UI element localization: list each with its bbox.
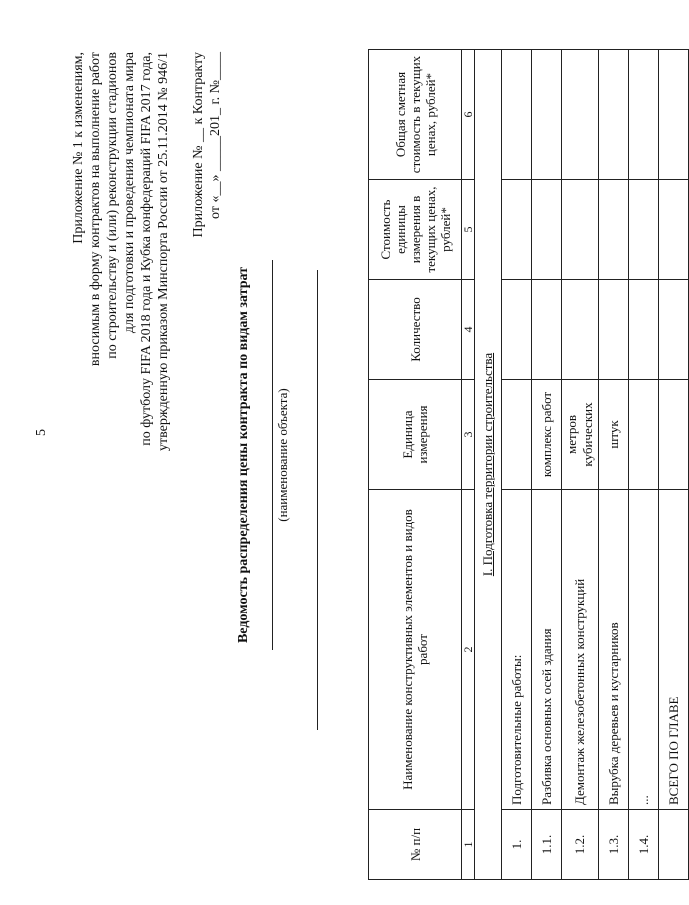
row-unit: штук (599, 380, 629, 490)
rotated-content (70, 30, 681, 880)
contract-annex-date-line: от «__» _____201_ г. №____ (208, 52, 223, 219)
row-price (629, 180, 659, 280)
row-price (599, 180, 629, 280)
column-number-row (462, 50, 475, 880)
annex-line: по строительству и (или) реконструкции стадионов (105, 52, 120, 359)
total-price-cell (659, 180, 689, 280)
table-row (532, 50, 562, 880)
row-unit: комплекс работ (532, 380, 562, 490)
separator-line (317, 270, 318, 730)
row-unit: метров кубических (562, 380, 599, 490)
column-number: 6 (462, 50, 475, 180)
row-qty (629, 280, 659, 380)
header-unit: Единица измерения (369, 380, 462, 490)
column-number: 5 (462, 180, 475, 280)
total-unit-cell (659, 380, 689, 490)
annex-line: по футболу FIFA 2018 года и Кубка конфедераций FIFA 2017 года, (139, 52, 154, 446)
row-total (629, 50, 659, 180)
document-title: Ведомость распределения цены контракта по видам затрат (236, 266, 251, 644)
page-number: 5 (34, 429, 49, 436)
header-unit-price: Стоимость единицы измерения в текущих ценах, рублей* (369, 180, 462, 280)
total-row (659, 50, 689, 880)
table-header-row (369, 50, 462, 880)
row-qty (562, 280, 599, 380)
row-total (599, 50, 629, 180)
annex-line: Приложение № 1 к изменениям, (71, 52, 86, 244)
row-price (562, 180, 599, 280)
table-row (502, 50, 532, 880)
row-num: 1.1. (532, 810, 562, 880)
row-num: 1. (502, 810, 532, 880)
row-name: ... (629, 490, 659, 810)
row-qty (599, 280, 629, 380)
row-total (532, 50, 562, 180)
contract-annex-line: Приложение № __ к Контракту (191, 52, 206, 238)
row-name: Демонтаж железобетонных конструкций (562, 490, 599, 810)
annex-line: для подготовки и проведения чемпионата мира (122, 52, 137, 334)
annex-header (70, 52, 172, 672)
table-row (599, 50, 629, 880)
column-number: 1 (462, 810, 475, 880)
row-qty (502, 280, 532, 380)
row-num: 1.3. (599, 810, 629, 880)
row-unit (502, 380, 532, 490)
row-price (502, 180, 532, 280)
annex-line: вносимым в форму контрактов на выполнение работ (88, 52, 103, 367)
column-number: 2 (462, 490, 475, 810)
header-quantity: Количество (369, 280, 462, 380)
column-number: 3 (462, 380, 475, 490)
section-title: I. Подготовка территории строительства (475, 50, 502, 880)
row-num: 1.4. (629, 810, 659, 880)
object-name-line (272, 260, 273, 650)
row-qty (532, 280, 562, 380)
section-row (475, 50, 502, 880)
row-price (532, 180, 562, 280)
total-cost-cell (659, 50, 689, 180)
row-name: Подготовительные работы: (502, 490, 532, 810)
table-row (629, 50, 659, 880)
annex-line: утвержденную приказом Минспорта России от 25.11.2014 № 946/1 (156, 52, 171, 451)
total-label: ВСЕГО ПО ГЛАВЕ (659, 490, 689, 810)
row-unit (629, 380, 659, 490)
row-num: 1.2. (562, 810, 599, 880)
header-total-cost: Общая сметная стоимость в текущих ценах, рублей* (369, 50, 462, 180)
row-total (502, 50, 532, 180)
header-name: Наименование конструктивных элементов и видов работ (369, 490, 462, 810)
row-name: Разбивка основных осей здания (532, 490, 562, 810)
total-qty-cell (659, 280, 689, 380)
total-num-cell (659, 810, 689, 880)
column-number: 4 (462, 280, 475, 380)
object-name-caption: (наименование объекта) (275, 388, 290, 522)
table-row (562, 50, 599, 880)
row-name: Вырубка деревьев и кустарников (599, 490, 629, 810)
header-num: № п/п (369, 810, 462, 880)
cost-distribution-table (368, 49, 689, 880)
row-total (562, 50, 599, 180)
contract-annex-reference (190, 52, 224, 352)
